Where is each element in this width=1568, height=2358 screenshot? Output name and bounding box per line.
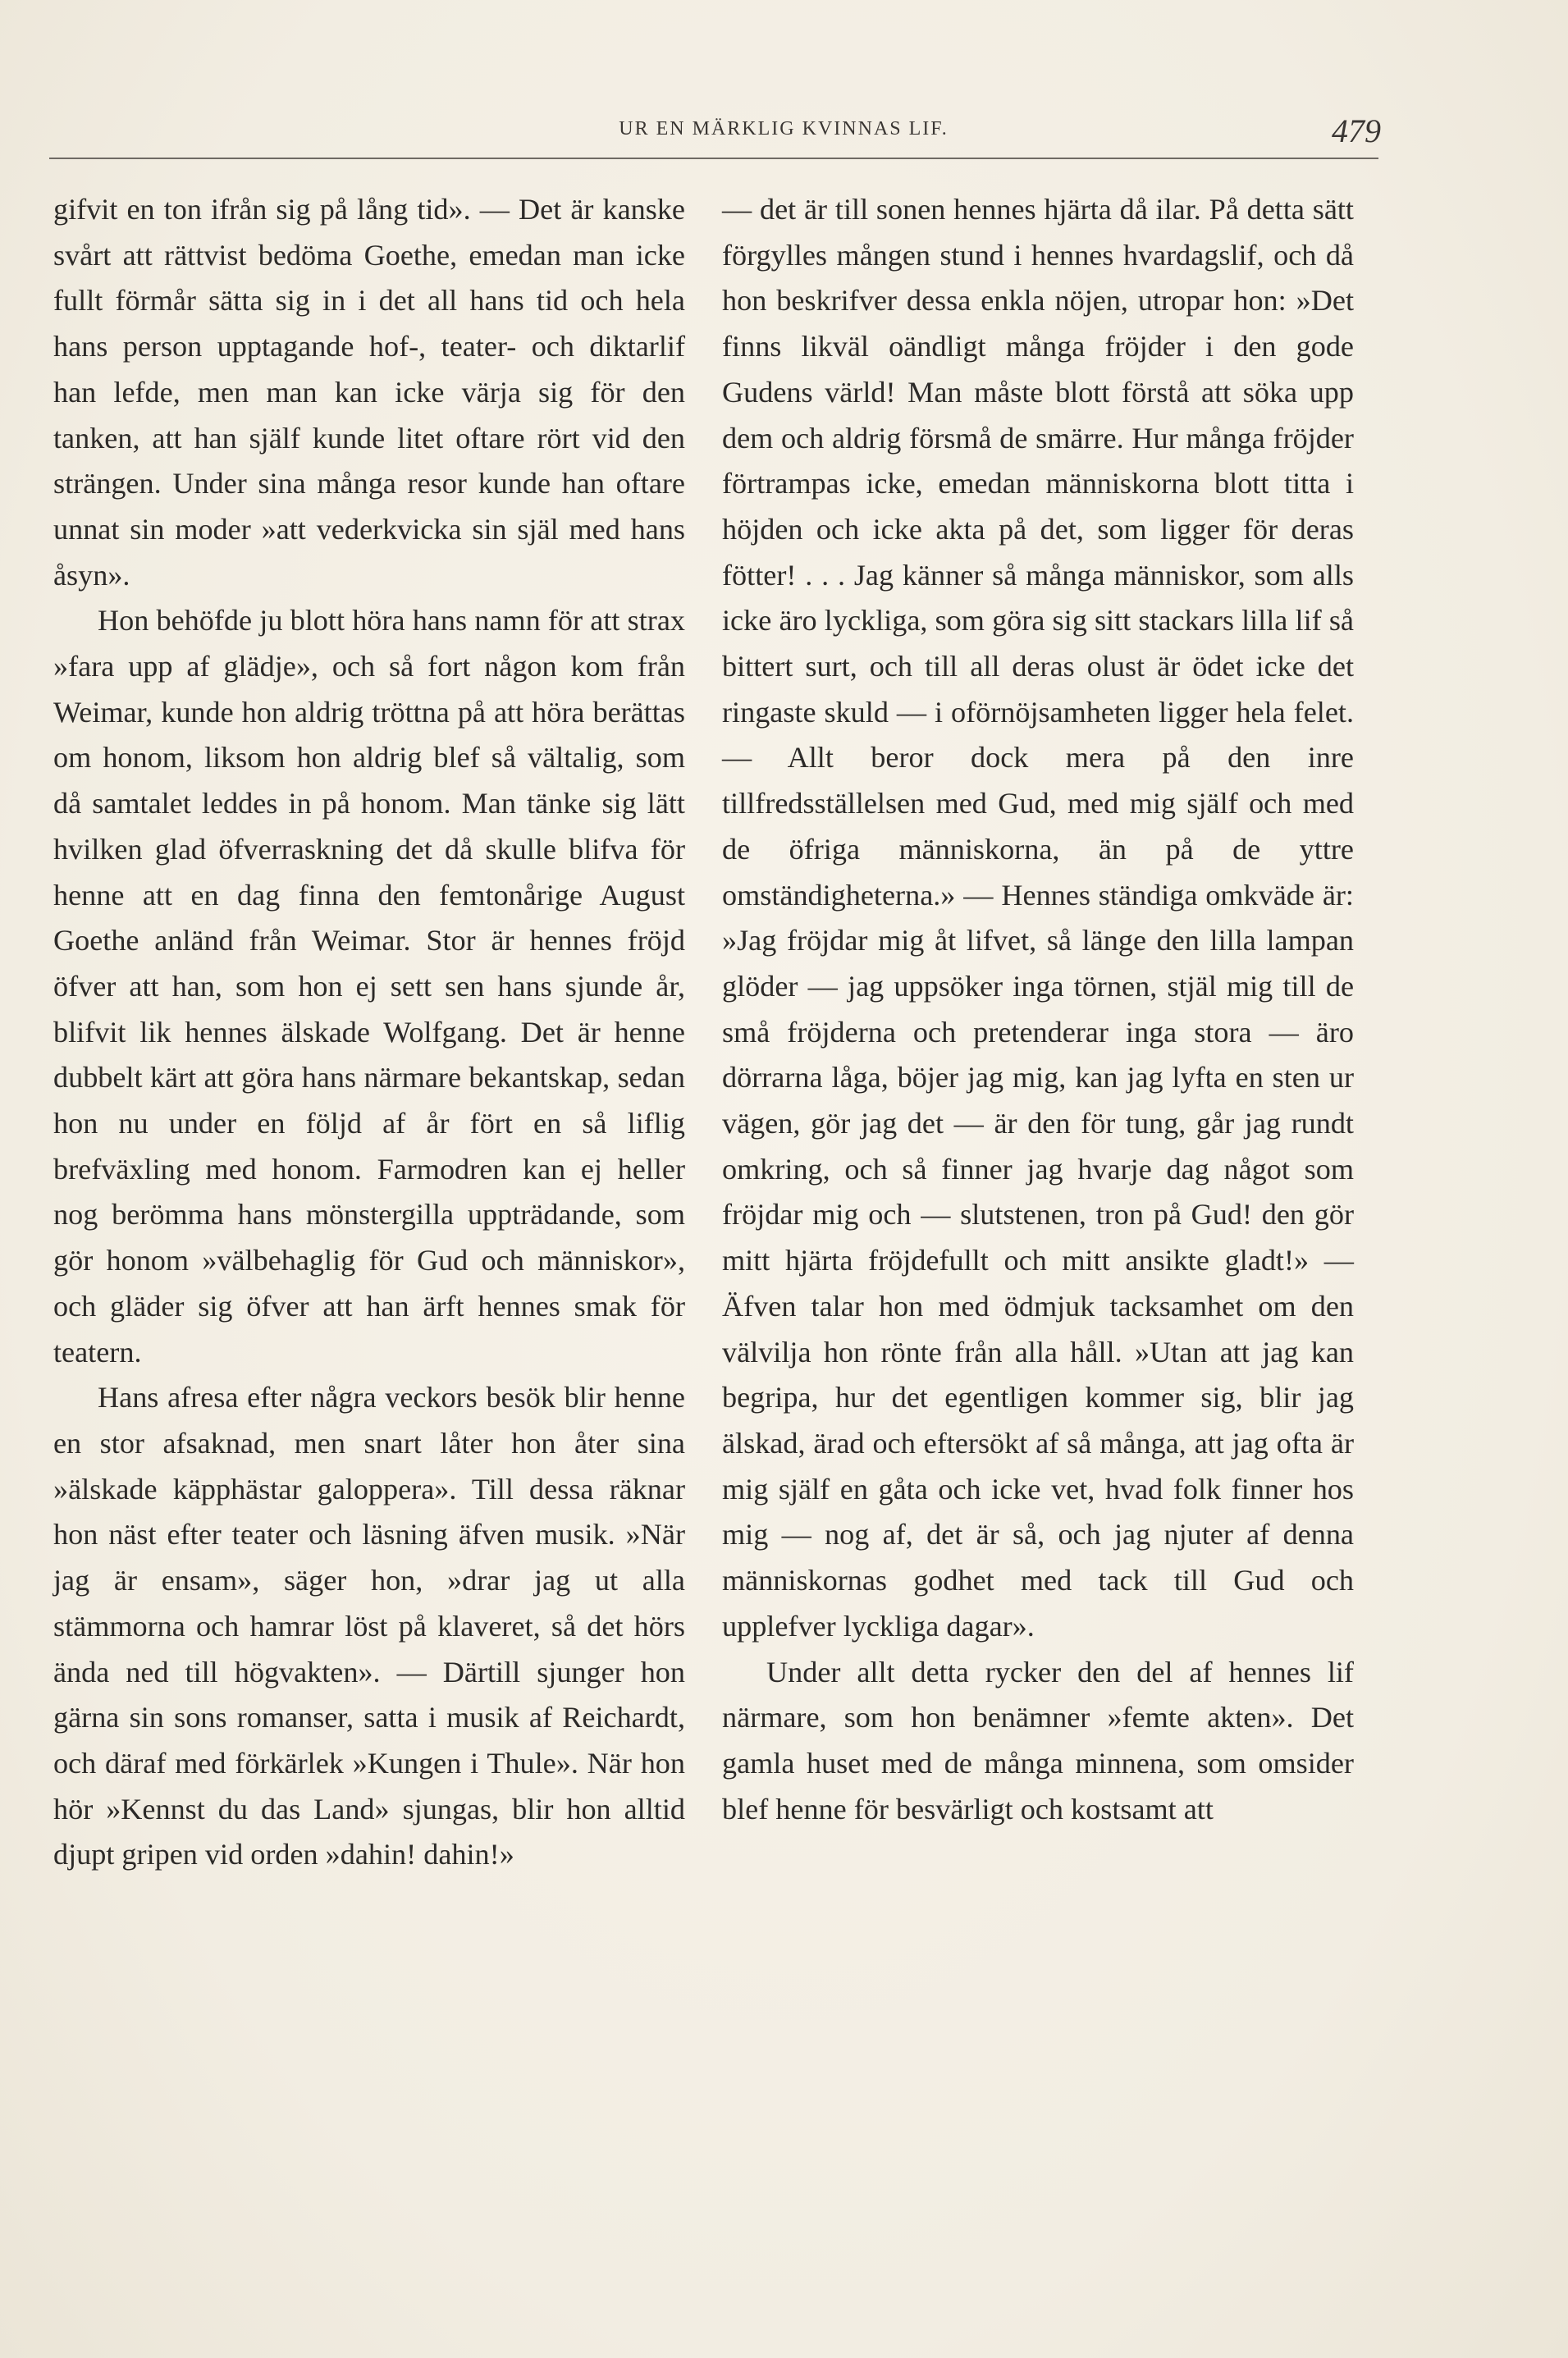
paragraph: gifvit en ton ifrån sig på lång tid». — Det är kanske svårt att rättvist bedöma Goethe, emedan man icke fullt förmår sätta sig in i det all hans tid och hela hans person upptagande hof-, teater- och diktarlif han lefde, men man kan icke värja sig för den tanken, att han själf kunde litet oftare rört vid den strängen. Under sina många resor kunde han oftare unnat sin moder »att vederkvicka sin själ med hans åsyn».	[53, 193, 685, 592]
page-header	[0, 103, 1568, 161]
left-column	[53, 187, 685, 1878]
paragraph: Hans afresa efter några veckors besök blir henne en stor afsaknad, men snart låter hon åter sina »älskade käpphästar galoppera». Till dessa räknar hon näst efter teater och läsning äfven musik. »När jag är ensam», säger hon, »drar jag ut alla stämmorna och hamrar löst på klaveret, så det hörs ända ned till högvakten». — Därtill sjunger hon gärna sin sons romanser, satta i musik af Reichardt, och däraf med förkärlek »Kungen i Thule». När hon hör »Kennst du das Land» sjungas, blir hon alltid djupt gripen vid orden »dahin! dahin!»	[53, 1381, 685, 1871]
page-number: 479	[1332, 112, 1381, 149]
right-column	[722, 187, 1354, 1832]
paragraph: Hon behöfde ju blott höra hans namn för att strax »fara upp af glädje», och så fort någon kom från Weimar, kunde hon aldrig tröttna på att höra berättas om honom, liksom hon aldrig blef så vältalig, som då samtalet leddes in på honom. Man tänke sig lätt hvilken glad öfverraskning det då skulle blifva för henne att en dag finna den femtonårige August Goethe anländ från Weimar. Stor är hennes fröjd öfver att han, som hon ej sett sen hans sjunde år, blifvit lik hennes älskade Wolfgang. Det är henne dubbelt kärt att göra hans närmare bekantskap, sedan hon nu under en följd af år fört en så liflig brefväxling med honom. Farmodren kan ej heller nog berömma hans mönstergilla uppträdande, som gör honom »välbehaglig för Gud och människor», och gläder sig öfver att han ärft hennes smak för teatern.	[53, 604, 685, 1369]
paragraph: — det är till sonen hennes hjärta då ilar. På detta sätt förgylles mången stund i hennes hvardagslif, och då hon beskrifver dessa enkla nöjen, utropar hon: »Det finns likväl oändligt många fröjder i den gode Gudens värld! Man måste blott förstå att söka upp dem och aldrig försmå de smärre. Hur många fröjder förtrampas icke, emedan människorna blott titta i höjden och icke akta på det, som ligger för deras fötter! . . . Jag känner så många människor, som alls icke äro lyckliga, som göra sig sitt stackars lilla lif så bittert surt, och till all deras olust är ödet icke det ringaste skuld — i oförnöjsamheten ligger hela felet. — Allt beror dock mera på den inre tillfredsställelsen med Gud, med mig själf och med de öfriga människorna, än på de yttre omständigheterna.» — Hennes ständiga omkväde är: »Jag fröjdar mig åt lifvet, så länge den lilla lampan glöder — jag uppsöker inga törnen, stjäl mig till de små fröjderna och pretenderar inga stora — äro dörrarna låga, böjer jag mig, kan jag lyfta en sten ur vägen, gör jag det — är den för tung, går jag rundt omkring, och så finner jag hvarje dag något som fröjdar mig och — slutstenen, tron på Gud! den gör mitt hjärta fröjdefullt och mitt ansikte gladt!» — Äfven talar hon med ödmjuk tacksamhet om den välvilja hon rönte från alla håll. »Utan att jag kan begripa, hur det egentligen kommer sig, blir jag älskad, ärad och eftersökt af så många, att jag ofta är mig själf en gåta och icke vet, hvad folk finner hos mig — nog af, det är så, och jag njuter af denna människornas godhet med tack till Gud och upplefver lyckliga dagar».	[722, 193, 1354, 1643]
paragraph: Under allt detta rycker den del af hennes lif närmare, som hon benämner »femte akten». Det gamla huset med de många minnena, som omsider blef henne för besvärligt och kostsamt att	[722, 1655, 1354, 1826]
running-head: UR EN MÄRKLIG KVINNAS LIF.	[619, 118, 949, 139]
header-rule	[49, 158, 1378, 159]
